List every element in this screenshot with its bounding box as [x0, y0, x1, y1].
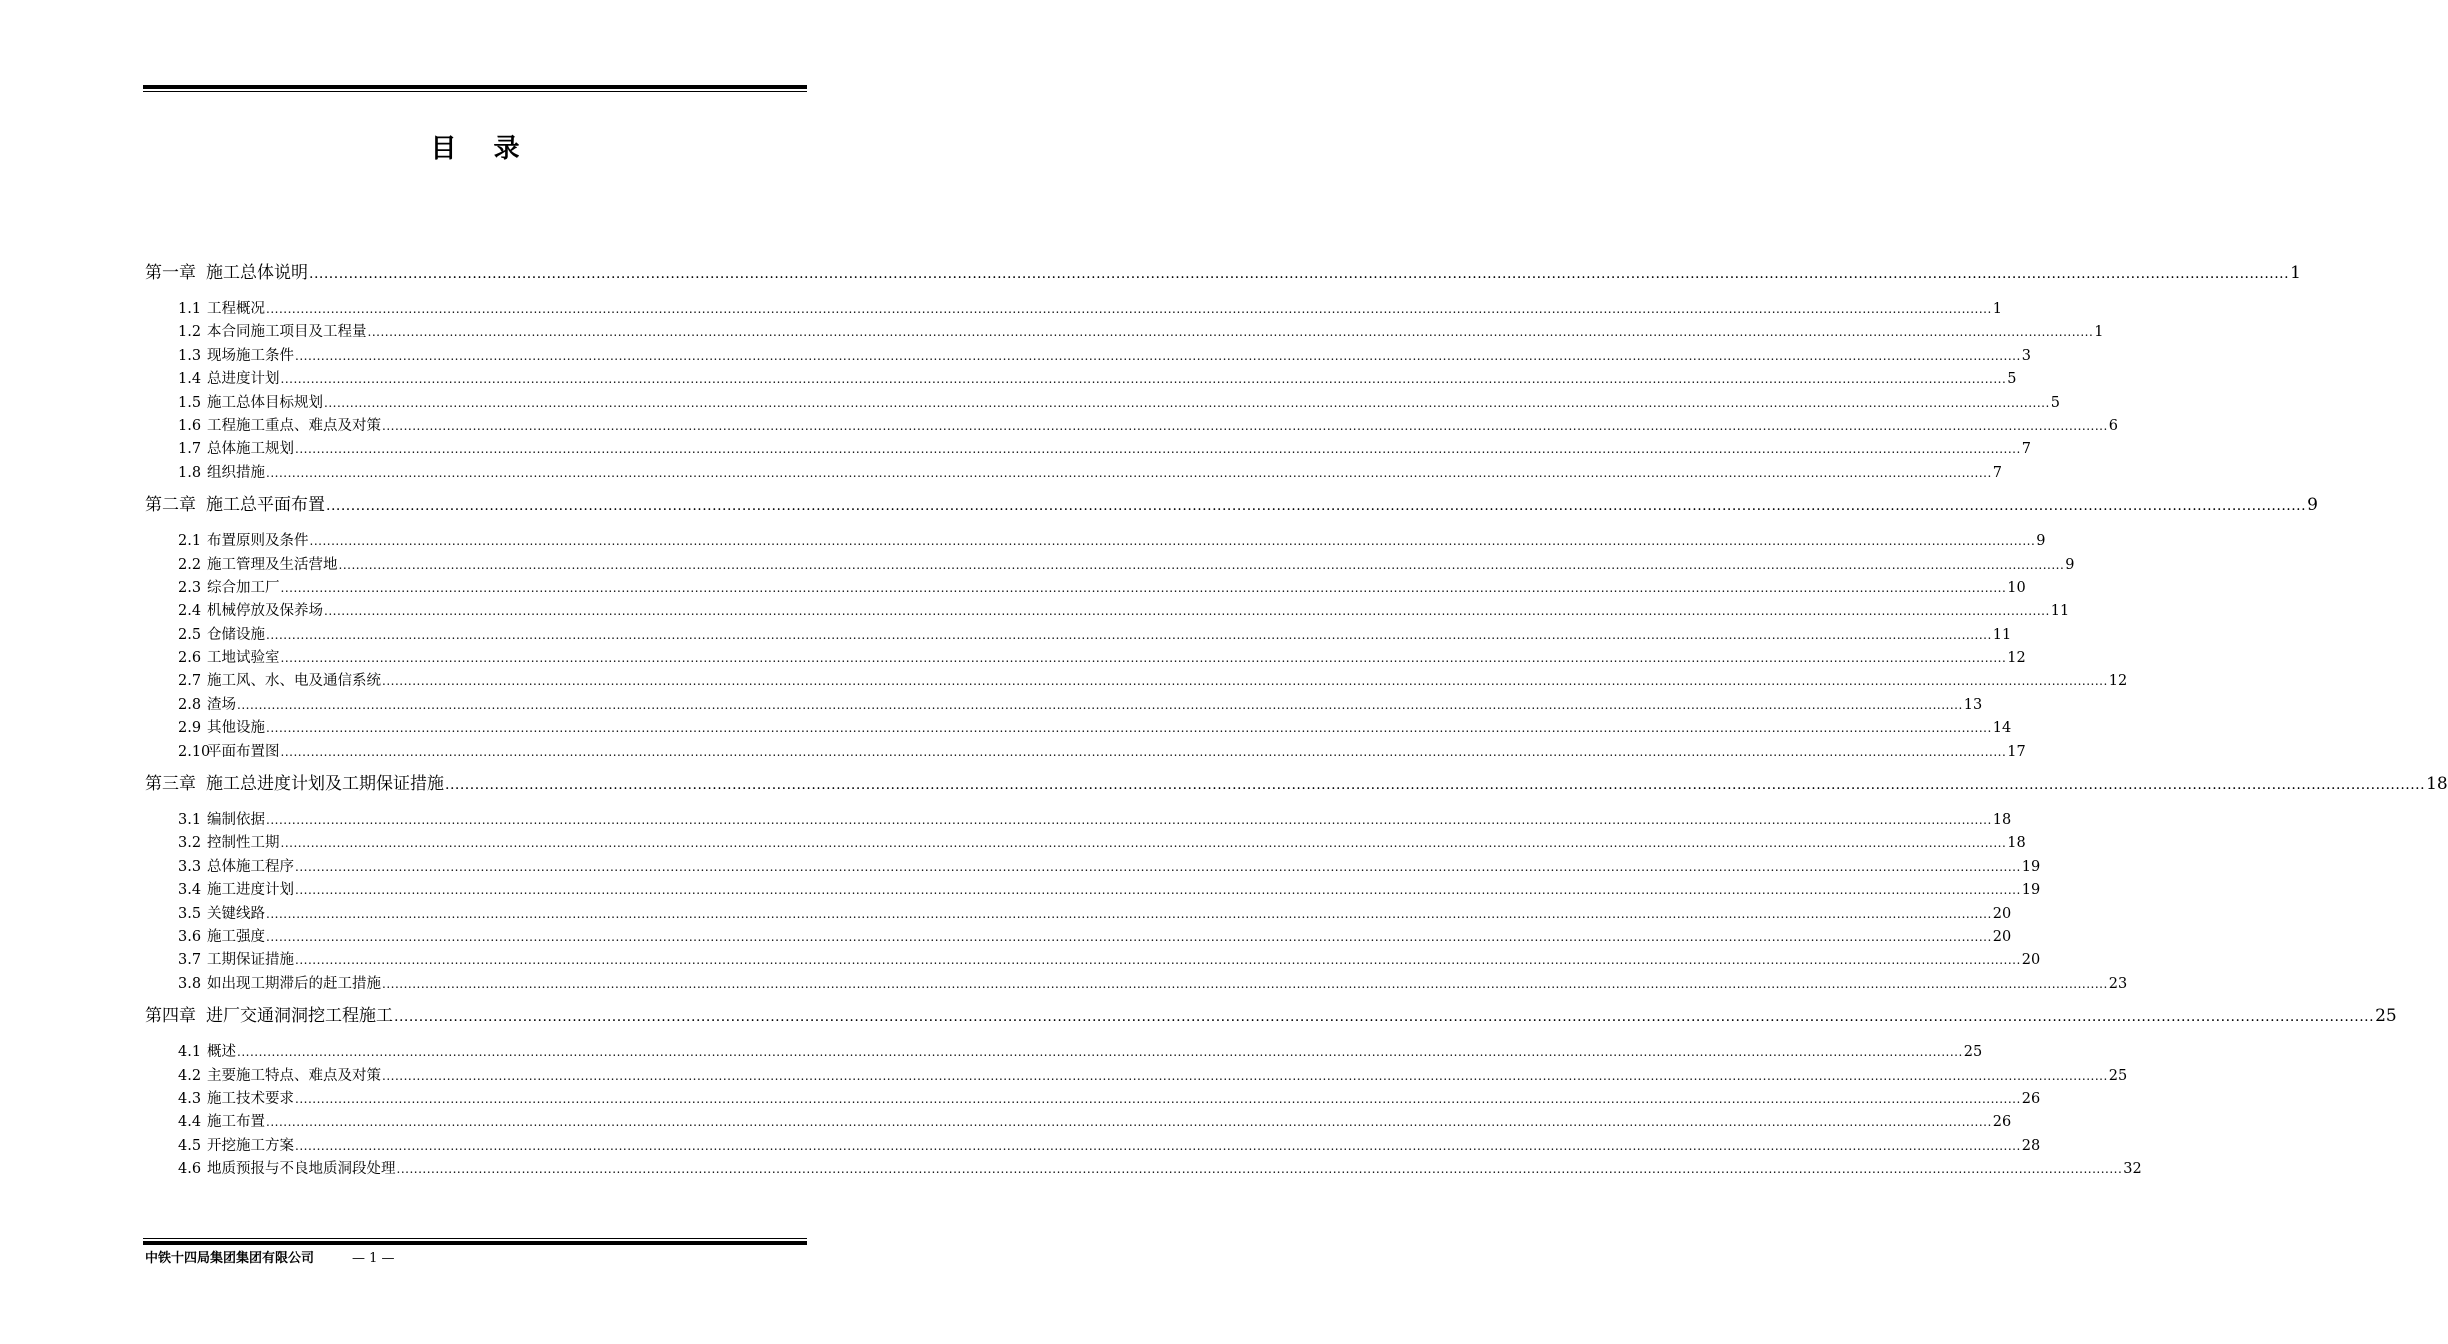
toc-chapter-label: 施工总进度计划及工期保证措施: [206, 774, 444, 795]
dot-leader: ................................................................................................................................................................................................................................................................................................................................................................................................................: [295, 883, 2021, 898]
toc-section-page: 28: [2021, 1137, 2041, 1154]
dot-leader: ................................................................................................................................................................................................................................................................................................................................................................................................................: [382, 976, 2108, 991]
toc-section[interactable]: [145, 972, 2128, 995]
toc-chapter-page: 25: [2375, 1006, 2397, 1027]
toc-section-label: 总进度计划: [207, 371, 280, 388]
dot-leader: ................................................................................................................................................................................................................................................................................................................................................................................................................: [266, 1115, 1992, 1130]
toc-section-label: 渣场: [207, 696, 236, 713]
toc-section-label: 现场施工条件: [207, 347, 294, 364]
toc-section-number: 3.1: [178, 812, 202, 829]
dot-leader: ................................................................................................................................................................................................................................................................................................................................................................................................................: [280, 372, 2007, 387]
toc-section-page: 1: [1992, 301, 2003, 317]
toc-section-number: 2.3: [178, 579, 202, 596]
toc-section-number: 2.10: [178, 743, 211, 760]
toc-section-number: 3.3: [178, 858, 202, 875]
toc-section-page: 26: [1992, 1114, 2012, 1131]
toc-section-label: 地质预报与不良地质洞段处理: [207, 1161, 396, 1178]
toc-section-label: 施工技术要求: [207, 1090, 294, 1107]
dot-leader: ................................................................................................................................................................................................................................................................................................................................................................................................................: [280, 744, 2007, 759]
toc-section-number: 1.6: [178, 417, 202, 434]
toc-section-page: 20: [1992, 905, 2012, 922]
toc-section-number: 1.1: [178, 301, 202, 317]
toc-section-page: 11: [2050, 603, 2070, 620]
toc-chapter-number: 第二章: [145, 495, 196, 516]
toc-chapter[interactable]: [145, 1001, 2397, 1031]
toc-section-number: 4.1: [178, 1044, 202, 1061]
toc-section-number: 4.2: [178, 1067, 202, 1084]
toc-section[interactable]: [145, 646, 2026, 669]
toc-chapter-page: 9: [2307, 495, 2318, 516]
toc-chapter-group: [145, 258, 2301, 484]
toc-section-page: 9: [2036, 533, 2046, 550]
toc-section-number: 1.7: [178, 441, 202, 458]
toc-section-number: 1.5: [178, 394, 202, 411]
dot-leader: ................................................................................................................................................................................................................................................................................................................................................................................................................: [266, 465, 1992, 480]
toc-section[interactable]: [145, 367, 2017, 390]
toc-section[interactable]: [145, 1110, 2012, 1133]
toc-section-label: 主要施工特点、难点及对策: [207, 1067, 381, 1084]
toc-section-number: 1.2: [178, 324, 202, 341]
toc-section-number: 4.6: [178, 1161, 202, 1178]
dot-leader: ................................................................................................................................................................................................................................................................................................................................................................................................................: [280, 580, 2007, 595]
toc-section-label: 组织措施: [207, 464, 265, 481]
toc-section-page: 12: [2007, 650, 2026, 667]
toc-section-label: 概述: [207, 1044, 236, 1061]
toc-section-page: 32: [2123, 1161, 2142, 1178]
toc-section-number: 3.4: [178, 882, 202, 899]
toc-section-number: 2.2: [178, 556, 202, 573]
dot-leader: ................................................................................................................................................................................................................................................................................................................................................................................................................: [445, 777, 2426, 794]
toc-chapter-number: 第一章: [145, 263, 196, 283]
toc-section[interactable]: [145, 344, 2032, 367]
toc-section-number: 2.7: [178, 673, 202, 690]
dot-leader: ................................................................................................................................................................................................................................................................................................................................................................................................................: [295, 1138, 2021, 1153]
toc-chapter-page: 1: [2290, 263, 2301, 283]
toc-section-number: 3.8: [178, 975, 202, 992]
toc-chapter-number: 第四章: [145, 1006, 196, 1027]
toc-section-label: 其他设施: [207, 720, 265, 737]
toc-section-label: 施工进度计划: [207, 882, 294, 899]
toc-chapter-number: 第三章: [145, 774, 196, 795]
toc-section-page: 17: [2007, 743, 2026, 760]
toc-section-number: 2.1: [178, 533, 202, 550]
toc-section-page: 5: [2050, 394, 2061, 411]
toc-chapter[interactable]: [145, 490, 2318, 520]
dot-leader: ................................................................................................................................................................................................................................................................................................................................................................................................................: [382, 1068, 2108, 1083]
toc-section[interactable]: [145, 902, 2012, 925]
dot-leader: ................................................................................................................................................................................................................................................................................................................................................................................................................: [266, 929, 1992, 944]
toc-section-page: 3: [2021, 347, 2032, 364]
toc-section[interactable]: [145, 808, 2012, 831]
toc-section-page: 5: [2007, 371, 2017, 388]
toc-chapter-group: [145, 1001, 2397, 1180]
toc-section-number: 1.4: [178, 371, 202, 388]
toc-section[interactable]: [145, 925, 2012, 948]
toc-section-number: 2.8: [178, 696, 202, 713]
toc-section[interactable]: [145, 1157, 2142, 1180]
toc-section-label: 总体施工规划: [207, 441, 294, 458]
toc-section[interactable]: [145, 693, 1983, 716]
toc-section-number: 1.8: [178, 464, 202, 481]
footer-page-number: — 1 —: [352, 1251, 395, 1266]
toc-section-page: 12: [2108, 673, 2128, 690]
toc-section-label: 施工布置: [207, 1114, 265, 1131]
toc-section-page: 26: [2021, 1090, 2041, 1107]
toc-section-label: 施工风、水、电及通信系统: [207, 673, 381, 690]
toc-section-page: 11: [1992, 626, 2012, 643]
toc-section-page: 10: [2007, 579, 2026, 596]
toc-section-label: 综合加工厂: [207, 579, 280, 596]
toc-chapter-group: [145, 490, 2318, 763]
toc-section-number: 4.5: [178, 1137, 202, 1154]
dot-leader: ................................................................................................................................................................................................................................................................................................................................................................................................................: [295, 348, 2021, 363]
toc-section-page: 1: [2094, 324, 2104, 341]
toc-section-page: 19: [2021, 858, 2041, 875]
toc-section-label: 关键线路: [207, 905, 265, 922]
dot-leader: ................................................................................................................................................................................................................................................................................................................................................................................................................: [382, 418, 2108, 433]
toc-section-number: 2.9: [178, 720, 202, 737]
table-of-contents: [145, 258, 2448, 1187]
dot-leader: ................................................................................................................................................................................................................................................................................................................................................................................................................: [280, 836, 2007, 851]
toc-section-page: 25: [2108, 1067, 2128, 1084]
footer-company: 中铁十四局集团集团有限公司: [145, 1251, 315, 1266]
toc-chapter-label: 施工总体说明: [206, 263, 308, 283]
dot-leader: ................................................................................................................................................................................................................................................................................................................................................................................................................: [367, 325, 2094, 340]
toc-section-number: 3.7: [178, 952, 202, 969]
toc-section-page: 6: [2108, 417, 2119, 434]
dot-leader: ................................................................................................................................................................................................................................................................................................................................................................................................................: [295, 953, 2021, 968]
toc-section-label: 总体施工程序: [207, 858, 294, 875]
toc-section[interactable]: [145, 297, 2003, 320]
toc-section-page: 25: [1963, 1044, 1983, 1061]
toc-chapter-page: 18: [2426, 774, 2448, 795]
toc-section-page: 19: [2021, 882, 2041, 899]
toc-section[interactable]: [145, 391, 2061, 414]
dot-leader: ................................................................................................................................................................................................................................................................................................................................................................................................................: [309, 534, 2036, 549]
dot-leader: ................................................................................................................................................................................................................................................................................................................................................................................................................: [237, 697, 1963, 712]
page-title: 目 录: [430, 134, 534, 164]
footer-rule: [143, 1238, 807, 1239]
dot-leader: ................................................................................................................................................................................................................................................................................................................................................................................................................: [266, 302, 1992, 316]
toc-section-label: 如出现工期滞后的赶工措施: [207, 975, 381, 992]
toc-section-label: 工程施工重点、难点及对策: [207, 417, 381, 434]
dot-leader: ................................................................................................................................................................................................................................................................................................................................................................................................................: [309, 266, 2290, 282]
dot-leader: ................................................................................................................................................................................................................................................................................................................................................................................................................: [295, 859, 2021, 874]
dot-leader: ................................................................................................................................................................................................................................................................................................................................................................................................................: [338, 557, 2065, 572]
toc-section-number: 1.3: [178, 347, 202, 364]
toc-chapter[interactable]: [145, 769, 2448, 799]
toc-section[interactable]: [145, 948, 2041, 971]
toc-section-label: 开挖施工方案: [207, 1137, 294, 1154]
toc-section-label: 工地试验室: [207, 650, 280, 667]
toc-section-label: 仓储设施: [207, 626, 265, 643]
toc-section-number: 4.3: [178, 1090, 202, 1107]
dot-leader: ................................................................................................................................................................................................................................................................................................................................................................................................................: [326, 498, 2307, 515]
toc-section-page: 14: [1992, 720, 2012, 737]
toc-chapter-label: 进厂交通洞洞挖工程施工: [206, 1006, 393, 1027]
toc-section-label: 工期保证措施: [207, 952, 294, 969]
toc-section-page: 13: [1963, 696, 1983, 713]
dot-leader: ................................................................................................................................................................................................................................................................................................................................................................................................................: [280, 651, 2007, 666]
toc-section[interactable]: [145, 1134, 2041, 1157]
dot-leader: ................................................................................................................................................................................................................................................................................................................................................................................................................: [266, 721, 1992, 736]
dot-leader: ................................................................................................................................................................................................................................................................................................................................................................................................................: [324, 604, 2050, 619]
toc-section[interactable]: [145, 599, 2070, 622]
toc-section-page: 20: [2021, 952, 2041, 969]
toc-section[interactable]: [145, 437, 2032, 460]
header-rule: [143, 85, 807, 89]
toc-section[interactable]: [145, 1064, 2128, 1087]
toc-section-label: 工程概况: [207, 301, 265, 317]
dot-leader: ................................................................................................................................................................................................................................................................................................................................................................................................................: [324, 395, 2050, 410]
toc-section-page: 7: [2021, 441, 2032, 458]
toc-section-number: 2.4: [178, 603, 202, 620]
toc-section-label: 平面布置图: [207, 743, 280, 760]
page-footer: [145, 1247, 395, 1266]
toc-section-page: 18: [2007, 835, 2026, 852]
toc-section-label: 编制依据: [207, 812, 265, 829]
toc-section-label: 布置原则及条件: [207, 533, 309, 550]
dot-leader: ................................................................................................................................................................................................................................................................................................................................................................................................................: [382, 674, 2108, 689]
toc-section[interactable]: [145, 553, 2075, 576]
dot-leader: ................................................................................................................................................................................................................................................................................................................................................................................................................: [266, 906, 1992, 921]
toc-section-page: 18: [1992, 812, 2012, 829]
toc-section-number: 3.2: [178, 835, 202, 852]
toc-section-label: 控制性工期: [207, 835, 280, 852]
toc-section[interactable]: [145, 1087, 2041, 1110]
toc-section-page: 9: [2065, 556, 2075, 573]
dot-leader: ................................................................................................................................................................................................................................................................................................................................................................................................................: [396, 1162, 2123, 1177]
toc-section[interactable]: [145, 878, 2041, 901]
toc-section[interactable]: [145, 320, 2104, 343]
toc-section-number: 3.6: [178, 928, 202, 945]
dot-leader: ................................................................................................................................................................................................................................................................................................................................................................................................................: [237, 1045, 1963, 1060]
toc-section-number: 3.5: [178, 905, 202, 922]
toc-section[interactable]: [145, 576, 2026, 599]
toc-section[interactable]: [145, 1040, 1983, 1063]
toc-section[interactable]: [145, 855, 2041, 878]
toc-section-label: 施工总体目标规划: [207, 394, 323, 411]
toc-chapter-label: 施工总平面布置: [206, 495, 325, 516]
toc-chapter[interactable]: [145, 258, 2301, 288]
toc-section-label: 机械停放及保养场: [207, 603, 323, 620]
toc-section[interactable]: [145, 414, 2119, 437]
toc-section[interactable]: [145, 623, 2012, 646]
toc-section[interactable]: [145, 831, 2026, 854]
dot-leader: ................................................................................................................................................................................................................................................................................................................................................................................................................: [266, 627, 1992, 642]
toc-section-number: 2.6: [178, 650, 202, 667]
dot-leader: ................................................................................................................................................................................................................................................................................................................................................................................................................: [266, 813, 1992, 828]
toc-section[interactable]: [145, 529, 2046, 552]
toc-section[interactable]: [145, 669, 2128, 692]
toc-section[interactable]: [145, 716, 2012, 739]
toc-section-number: 4.4: [178, 1114, 202, 1131]
toc-section[interactable]: [145, 461, 2003, 484]
toc-section-label: 本合同施工项目及工程量: [207, 324, 367, 341]
dot-leader: ................................................................................................................................................................................................................................................................................................................................................................................................................: [394, 1009, 2375, 1026]
toc-section-number: 2.5: [178, 626, 202, 643]
toc-chapter-group: [145, 769, 2448, 995]
toc-section-page: 23: [2108, 975, 2128, 992]
toc-section-label: 施工强度: [207, 928, 265, 945]
toc-section-page: 20: [1992, 928, 2012, 945]
dot-leader: ................................................................................................................................................................................................................................................................................................................................................................................................................: [295, 442, 2021, 457]
dot-leader: ................................................................................................................................................................................................................................................................................................................................................................................................................: [295, 1091, 2021, 1106]
toc-section-page: 7: [1992, 464, 2003, 481]
toc-section-label: 施工管理及生活营地: [207, 556, 338, 573]
toc-section[interactable]: [145, 740, 2026, 763]
